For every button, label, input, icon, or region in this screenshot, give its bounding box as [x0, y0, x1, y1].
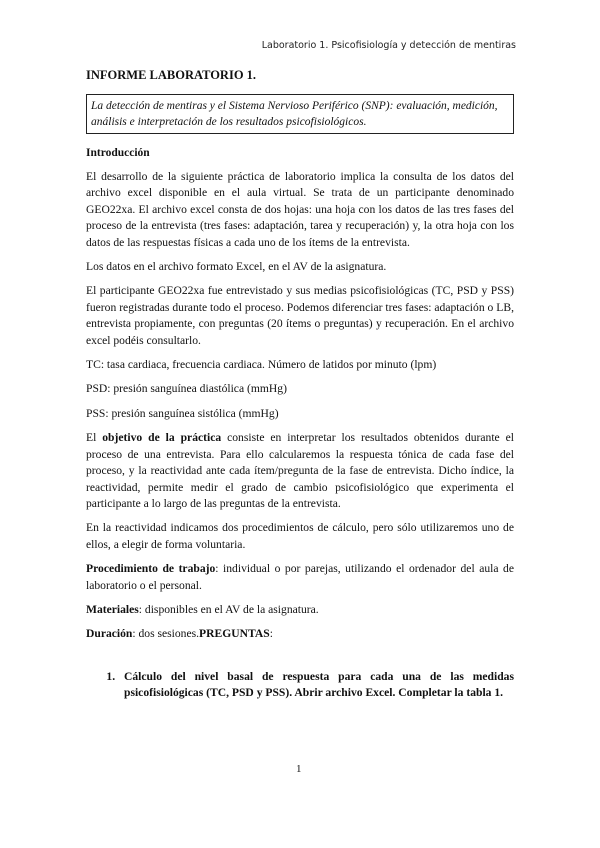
objective-text: consiste en interpretar los resultados obtenidos durante el proceso de una entrevista. Para ello calcularemos la respuesta tónica de cada fase del proceso, y la reactividad ante cada ítem/pregunta de la fase de entrevista. Dicho índice, la reactividad, permite medir el grado de cambio psicofisiológico que experimenta el participante a lo largo de las preguntas de la entrevista. [86, 431, 515, 510]
objective-paragraph [86, 430, 514, 512]
questions-heading: PREGUNTAS [199, 627, 270, 641]
objective-prefix: El [86, 431, 103, 445]
duration-paragraph [86, 626, 514, 642]
intro-heading: Introducción [86, 147, 150, 159]
definition-psd: PSD: presión sanguínea diastólica (mmHg) [86, 382, 287, 396]
procedure-paragraph [86, 561, 514, 594]
page-header: Laboratorio 1. Psicofisiología y detección de mentiras [261, 40, 516, 51]
intro-paragraph-3: El participante GEO22xa fue entrevistado y sus medias psicofisiológicas (TC, PSD y PSS) fueron registradas durante todo el proceso. Podemos diferenciar tres fases: adaptación o LB, entrevista propiamente, con preguntas (20 ítems o preguntas) y recuperación. En el archivo excel podéis consultarlo. [86, 284, 514, 347]
duration-text: : dos sesiones. [132, 627, 200, 641]
report-subtitle-box: La detección de mentiras y el Sistema Nervioso Periférico (SNP): evaluación, medición, análisis e interpretación de los resultados psicofisiológicos. [86, 94, 514, 134]
intro-paragraph-2: Los datos en el archivo formato Excel, en el AV de la asignatura. [86, 260, 387, 274]
objective-label: objetivo de la práctica [102, 431, 222, 445]
materials-paragraph [86, 602, 514, 618]
report-title: INFORME LABORATORIO 1. [86, 68, 257, 82]
question-item: 1. Cálculo del nivel basal de respuesta para cada una de las medidas psicofisiológicas (TC, PSD y PSS). Abrir archivo Excel. Completar la tabla 1. [118, 669, 514, 702]
definition-tc: TC: tasa cardiaca, frecuencia cardiaca. Número de latidos por minuto (lpm) [86, 358, 437, 372]
materials-text: : disponibles en el AV de la asignatura. [138, 602, 319, 616]
reactivity-paragraph: En la reactividad indicamos dos procedimientos de cálculo, pero sólo utilizaremos uno de ellos, a elegir de forma voluntaria. [86, 521, 514, 551]
questions-colon: : [269, 627, 273, 641]
intro-paragraph-1: El desarrollo de la siguiente práctica de laboratorio implica la consulta de los datos del archivo excel disponible en el aula virtual. Se trata de un participante denominado GEO22xa. El archivo excel consta de dos hojas: una hoja con los datos de las tres fases del proceso de la entrevista (tres fases: adaptación, tarea y recuperación) y, la otra hoja con los datos de las respuestas físicas a cada uno de los ítems de la entrevista. [86, 170, 514, 249]
questions-list [86, 669, 514, 702]
materials-label: Materiales [86, 602, 139, 616]
procedure-text: : individual o por parejas, utilizando el ordenador del aula de laboratorio o el personal. [86, 562, 514, 592]
document-body [86, 68, 514, 702]
duration-label: Duración [86, 627, 133, 641]
definition-pss: PSS: presión sanguínea sistólica (mmHg) [86, 406, 279, 420]
page-number: 1 [296, 763, 302, 775]
procedure-label: Procedimiento de trabajo [86, 562, 216, 576]
